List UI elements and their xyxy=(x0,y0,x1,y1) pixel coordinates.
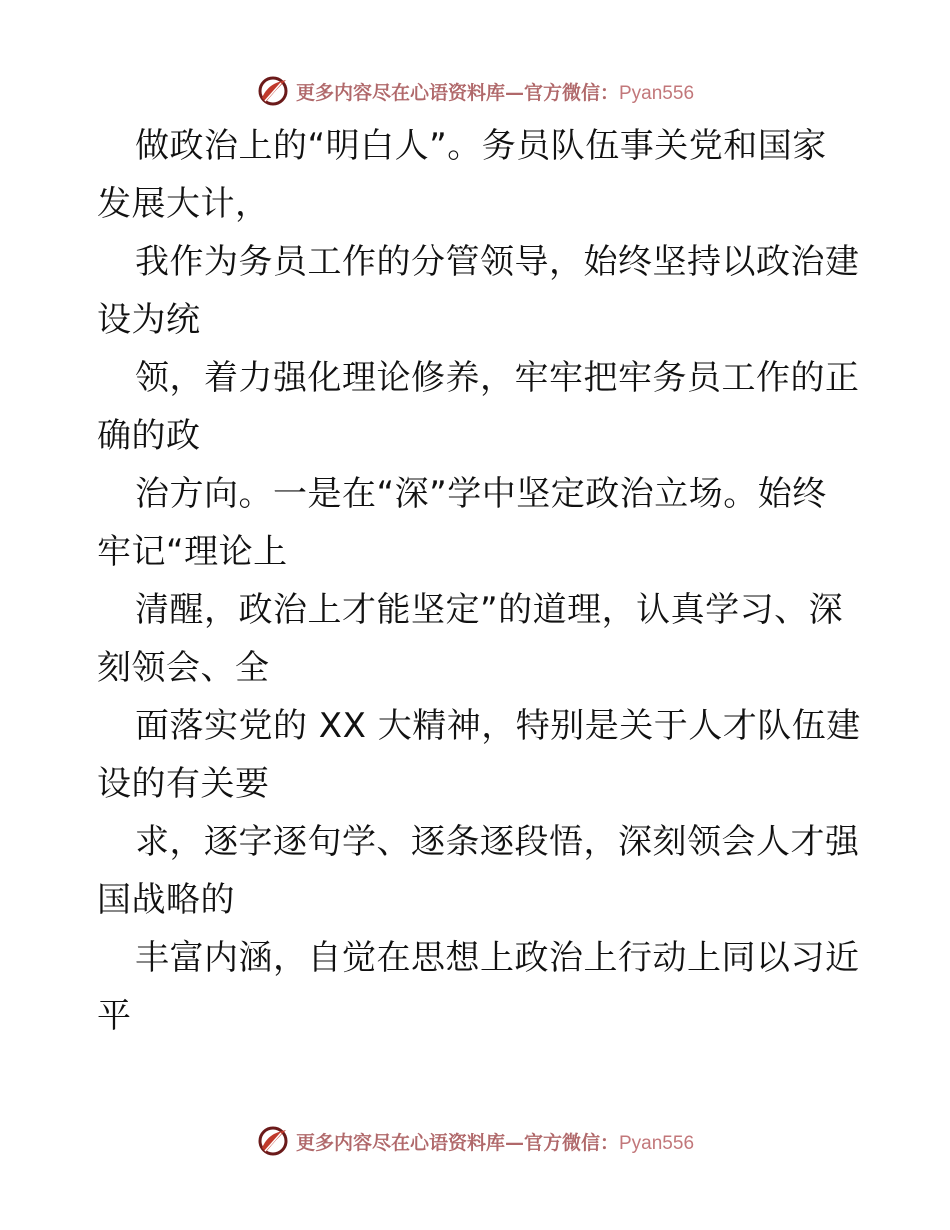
body-line: 求，逐字逐句学、逐条逐段悟，深刻领会人才强 xyxy=(135,822,860,862)
body-line: 设的有关要 xyxy=(97,764,270,804)
body-line: 设为统 xyxy=(97,300,201,340)
body-line: 领，着力强化理论修养，牢牢把牢务员工作的正 xyxy=(135,358,860,398)
body-line: 我作为务员工作的分管领导，始终坚持以政治建 xyxy=(135,242,860,282)
body-line: 平 xyxy=(97,996,132,1036)
brand-logo-icon xyxy=(256,74,290,108)
body-line: 清醒，政治上才能坚定”的道理，认真学习、深 xyxy=(135,590,844,630)
footer-banner xyxy=(0,1121,950,1161)
body-line: 做政治上的“明白人”。务员队伍事关党和国家 xyxy=(135,126,827,166)
header-text: 更多内容尽在心语资料库—官方微信：Pyan556 xyxy=(295,81,695,104)
body-line: 面落实党的 XX 大精神，特别是关于人才队伍建 xyxy=(135,706,861,746)
body-line: 刻领会、全 xyxy=(97,648,270,688)
body-line: 国战略的 xyxy=(97,880,235,920)
body-line: 丰富内涵，自觉在思想上政治上行动上同以习近 xyxy=(135,938,860,978)
body-line: 确的政 xyxy=(97,416,201,456)
body-line: 发展大计， xyxy=(97,184,270,224)
footer-text: 更多内容尽在心语资料库—官方微信：Pyan556 xyxy=(295,1131,695,1154)
body-line: 治方向。一是在“深”学中坚定政治立场。始终 xyxy=(135,474,827,514)
header-banner xyxy=(0,71,950,111)
brand-logo-icon xyxy=(256,1124,290,1158)
body-line: 牢记“理论上 xyxy=(97,532,288,572)
